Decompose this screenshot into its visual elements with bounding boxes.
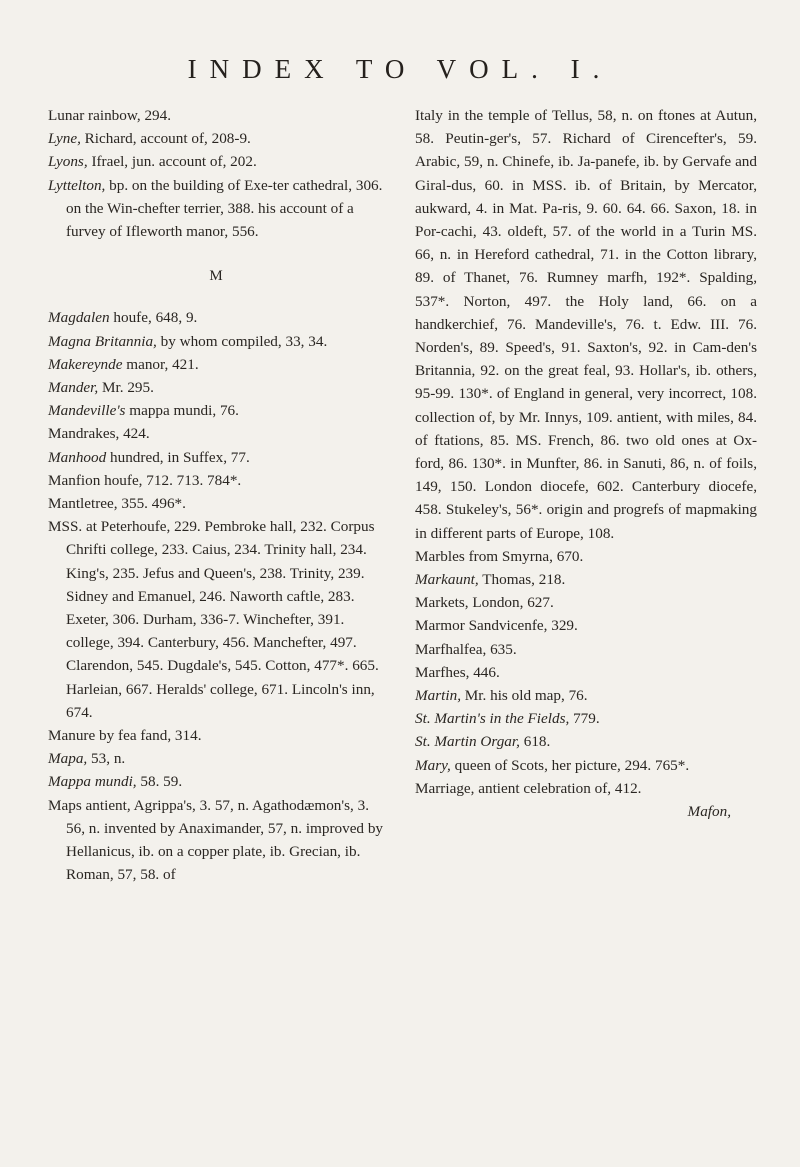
entry-references: antient, Agrippa's, 3. 57, n. Agathodæmon's, 3. 56, n. invented by Anaximander, 57, n. improved by Hellanicus, ib. on a copper plate, ib. Grecian, ib. Roman, 57, 58. of — [66, 796, 384, 884]
entry-references: at Peterhoufe, 229. Pembroke hall, 232. Corpus Chrifti college, 233. Caius, 234. Trinity hall, 234. King's, 235. Jefus and Queen's, 238. Trinity, 239. Sidney and Emanuel, 246. Naworth caftle, 283. Exeter, 306. Durham, 336-7. Winchefter, 391. college, 394. Canterbury, 456. Manchefter, 497. Clarendon, 545. Dugdale's, 545. Cotton, 477*. 665. Harleian, 667. Heralds' college, 671. Lincoln's inn, 674. — [66, 518, 379, 721]
index-entries-m — [48, 306, 384, 886]
entry-heading: Lyons, — [48, 153, 88, 171]
entry-references: 58. 59. — [136, 773, 183, 791]
entry-references: 712. 713. 784*. — [142, 471, 242, 489]
entry-references: 294. — [140, 107, 172, 124]
index-entry — [48, 422, 384, 445]
index-entry — [415, 568, 757, 591]
index-entry — [415, 684, 757, 707]
entry-heading: Mantletree, — [48, 495, 118, 513]
index-entry — [48, 174, 384, 244]
entry-references: Richard, account of, 208-9. — [80, 130, 251, 148]
index-entry — [415, 661, 757, 684]
entry-heading: St. Martin Orgar, — [415, 733, 520, 751]
index-entry — [48, 104, 384, 127]
entry-references: queen of Scots, her picture, 294. 765*. — [450, 756, 690, 774]
entry-heading: Mandrakes, — [48, 425, 120, 443]
entry-references: from Smyrna, 670. — [464, 547, 584, 565]
entry-heading: Mander, — [48, 379, 99, 397]
entry-references: 635. — [486, 640, 517, 658]
entry-references: houfe, 648, 9. — [109, 309, 198, 327]
index-entries-m-continued — [415, 545, 757, 800]
entry-references: 424. — [119, 425, 150, 443]
index-entry — [48, 127, 384, 150]
index-entry — [48, 150, 384, 173]
entry-heading: Martin, — [415, 687, 461, 705]
page-title: INDEX TO VOL. I. — [187, 54, 613, 84]
entry-references: Mr. his old map, 76. — [461, 687, 588, 705]
catchword: Mafon, — [687, 803, 731, 821]
entry-heading: Manhood — [48, 448, 107, 466]
index-entry — [48, 492, 384, 515]
entry-heading: MSS. — [48, 518, 83, 536]
index-entry — [48, 770, 384, 793]
entry-references: London, 627. — [468, 594, 554, 612]
entry-heading: Marfhalfea, — [415, 640, 487, 658]
section-letter: M — [209, 268, 223, 285]
index-entry — [48, 747, 384, 770]
entry-heading: Maps — [48, 796, 82, 814]
entry-heading: Lyne, — [48, 130, 81, 148]
entry-references: hundred, in Suffex, 77. — [106, 448, 250, 466]
entry-references: antient celebration of, 412. — [474, 779, 642, 797]
entry-heading: Manure — [48, 727, 96, 745]
entry-references: 446. — [469, 663, 500, 681]
entry-references: by fea fand, 314. — [95, 727, 202, 745]
index-entry — [415, 754, 757, 777]
index-entry — [415, 777, 757, 800]
entry-references: Thomas, 218. — [478, 571, 566, 589]
entry-heading: Markaunt, — [415, 571, 479, 589]
entry-references: mappa mundi, 76. — [125, 402, 239, 420]
index-entry — [48, 724, 384, 747]
entry-heading: Mappa mundi, — [48, 773, 137, 791]
entry-heading: Magna Britannia, — [48, 332, 157, 350]
entry-heading: Mapa, — [48, 750, 88, 768]
index-entry — [48, 306, 384, 329]
index-entry — [415, 730, 757, 753]
index-entry — [415, 614, 757, 637]
entry-references: Sandvicenfe, 329. — [464, 617, 578, 635]
entry-references: 53, n. — [87, 750, 126, 768]
entry-references: bp. on the building of Exe-ter cathedral, 306. on the Win-chefter terrier, 388. his account of a furvey of Ifleworth manor, 556. — [66, 176, 383, 241]
index-entry — [48, 353, 384, 376]
entry-references: 355. 496*. — [117, 495, 186, 513]
index-entry — [48, 515, 384, 724]
entry-heading: Mary, — [415, 756, 451, 774]
entry-references: 618. — [519, 733, 551, 751]
entry-heading: Lunar rainbow, — [48, 107, 141, 124]
left-column — [48, 104, 384, 887]
entry-references: Mr. 295. — [98, 379, 154, 397]
entry-heading: Lyttelton, — [48, 176, 106, 194]
index-entry — [415, 545, 757, 568]
entry-heading: Manfion houfe, — [48, 471, 143, 489]
right-column — [415, 104, 757, 823]
entry-references: Ifrael, jun. account of, 202. — [87, 153, 257, 171]
entry-heading: Markets, — [415, 594, 469, 612]
index-entry — [415, 638, 757, 661]
entry-heading: Marriage, — [415, 779, 475, 797]
index-entry — [415, 707, 757, 730]
index-entry — [48, 376, 384, 399]
entry-heading: Makereynde — [48, 355, 123, 373]
entry-heading: Magdalen — [48, 309, 110, 327]
entry-heading: Marmor — [415, 617, 465, 635]
index-entry — [48, 446, 384, 469]
entry-references: manor, 421. — [122, 355, 199, 373]
index-entry — [48, 330, 384, 353]
entry-heading: St. Martin's in the Fields, — [415, 710, 570, 728]
entry-references: 779. — [569, 710, 600, 728]
index-entry — [48, 399, 384, 422]
maps-entry-continuation: Italy in the temple of Tellus, 58, n. on ftones at Autun, 58. Peutin-ger's, 57. Richard of Cirencefter's, 59. Arabic, 59, n. Chinefe, ib. Ja-panefe, ib. by Gervafe and Giral-dus, 60. in MSS. ib. of Britain, by Mercator, aukward, 4. in Mat. Pa-ris, 9. 60. 64. 66. Saxon, 18. in Por-cachi, 43. oldeft, 57. of the world in a Turin MS. 66, n. in Hereford cathedral, 71. in the Cotton library, 89. of Thanet, 76. Rumney marfh, 192*. Spalding, 537*. Norton, 497. the Holy land, 66. on a handkerchief, 76. Mandeville's, 76. t. Edw. III. 76. Norden's, 89. Speed's, 91. Saxton's, 92. in Cam-den's Britannia, 92. on the great feal, 93. Hollar's, ib. others, 95-99. 130*. of England in general, very incorrect, 108. collection of, by Mr. Innys, 109. antient, with miles, 84. of ftations, 85. MS. French, 86. two old ones at Ox-ford, 86. 130*. in Munfter, 86. in Sanuti, 86, n. of foils, 149, 150. London diocefe, 602. Canterbury diocefe, 458. Stukeley's, 56*. origin and progrefs of mapmaking in different parts of Europe, 108. — [415, 107, 757, 542]
entry-references: by whom compiled, 33, 34. — [156, 332, 328, 350]
entry-heading: Mandeville's — [48, 402, 126, 420]
index-entries-l — [48, 104, 384, 243]
index-entry — [48, 794, 384, 887]
entry-heading: Marbles — [415, 547, 465, 565]
index-entry — [415, 591, 757, 614]
entry-heading: Marfhes, — [415, 663, 470, 681]
index-entry — [48, 469, 384, 492]
